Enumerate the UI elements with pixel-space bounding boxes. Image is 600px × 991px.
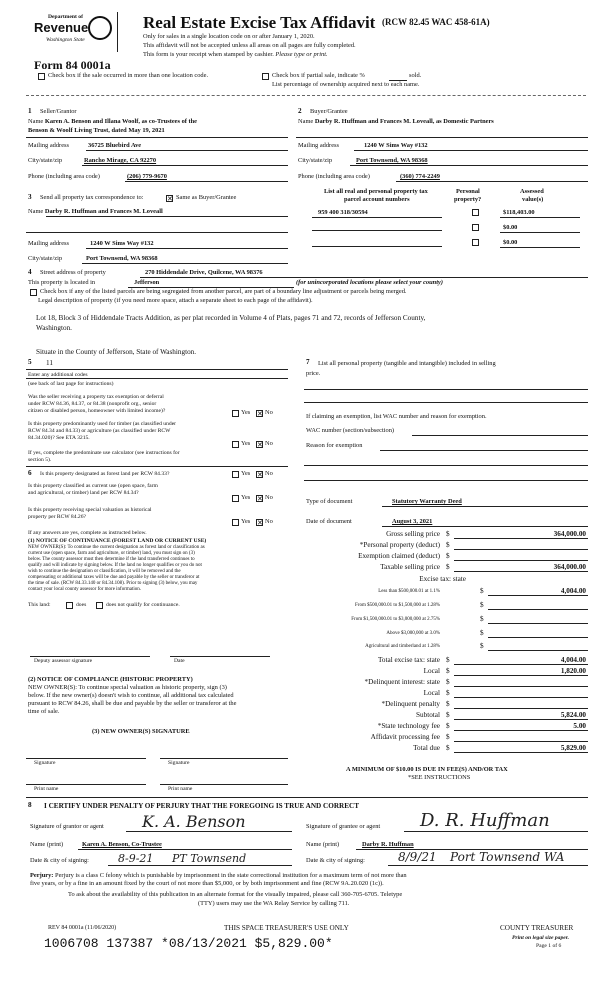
perjury-text: five years, or by a fine in an amount fixed by the court of not more than $5,000, or by both imprisonment and fine (RCW 9A.20.020 (1c)). [30,880,384,887]
yes-checkbox[interactable] [232,519,239,526]
no-label: No [265,409,273,416]
notice-text: contact your local county assessor for more information. [28,587,142,592]
field-label: Signature [34,760,56,766]
field-label: Date & city of signing: [306,857,365,864]
tier-label: From $500,000.01 to $1,500,000 at 1.28% [355,603,440,608]
no-label: No [265,518,273,525]
calc-label: Total due [413,744,440,752]
header-note: Please type or print. [275,51,328,58]
field-label: Phone (including area code) [298,173,370,180]
field-label: Signature of grantor or agent [30,823,104,830]
instruction-text: (for unincorporated locations please select your county) [296,279,443,286]
calc-dollar: $ [446,667,450,675]
county-treasurer-label: COUNTY TREASURER [500,924,574,932]
tier-label: Agricultural and timberland at 1.28% [365,644,440,649]
form-revision: REV 84 0001a (11/06/2020) [48,925,117,931]
calc-dollar: $ [480,601,484,609]
logo-revenue: Revenue [34,20,89,35]
notice-text: pursuant to RCW 84.26, shall be due and payable by the seller or transferor at the [28,700,237,707]
buyer-phone[interactable]: (360) 774-2249 [400,173,440,180]
logo-mark-icon [88,16,112,40]
section-number: 7 [306,358,310,366]
checkbox-label: Check box if any of the listed parcels are being segregated from another parcel, are part of a boundary line adjustment or parcels being merged. [40,288,407,295]
field-label: This property is located in [28,279,96,286]
correspondence-address[interactable]: 1240 W Sims Way #132 [90,240,154,247]
minimum-notice: A MINIMUM OF $10.00 IS DUE IN FEE(S) AND/OR TAX [346,766,508,773]
calc-value[interactable]: 364,000.00 [553,530,586,538]
field-label: Mailing address [28,240,69,247]
instruction-text: (see back of last page for instructions) [28,381,114,387]
question-text: and agricultural, or timber) land per RCW 84.34? [28,490,139,496]
seller-name[interactable]: Karen A. Benson and Illana Woolf, as co-Trustees of the [44,118,198,125]
field-label: Print name [34,786,59,792]
legal-description[interactable]: Washington. [36,324,72,332]
notice-text: wish to continue the designation or classification, it will be removed and the [28,569,181,574]
checkbox-label: Check box if the sale occurred in more than one location code. [48,72,209,79]
grantor-sign-date[interactable]: 8-9-21 [118,852,154,865]
yes-label: Yes [241,494,251,501]
seller-name[interactable]: Benson & Woolf Living Trust, dated May 19, 2021 [28,127,165,134]
certify-statement: I CERTIFY UNDER PENALTY OF PERJURY THAT THE FOREGOING IS TRUE AND CORRECT [44,802,359,810]
question-text: Is this property receiving special valuation as historical [28,507,152,513]
calc-label: Exemption claimed (deduct) [358,552,440,560]
personal-property-checkbox[interactable] [472,224,479,231]
question-text: property per RCW 84.26? [28,514,86,520]
correspondence-city[interactable]: Port Townsend, WA 98368 [86,255,158,262]
calc-label: *State technology fee [377,722,440,730]
treasurer-use-label: THIS SPACE TREASURER'S USE ONLY [224,924,349,932]
legal-description[interactable]: Situate in the County of Jefferson, State of Washington. [36,348,197,356]
calc-value[interactable]: 4,004.00 [560,587,586,595]
yes-label: Yes [241,440,251,447]
instruction-text: List all personal property (tangible and intangible) included in selling [318,360,496,367]
field-label: Name [28,118,44,125]
calc-value[interactable]: 364,000.00 [553,563,586,571]
property-county[interactable]: Jefferson [134,279,160,286]
yes-checkbox[interactable] [232,441,239,448]
notice-heading: (3) NEW OWNER(S) SIGNATURE [92,728,190,735]
property-street[interactable]: 270 Hiddendale Drive, Quilcene, WA 98376 [145,269,263,276]
calc-label: Local [423,667,440,675]
section-number: 6 [28,469,32,477]
calc-dollar: $ [446,552,450,560]
section-number: 4 [28,268,32,276]
calc-label: Taxable selling price [380,563,440,571]
checkbox-label: Same as Buyer/Grantee [176,194,237,201]
instruction-text: Send all property tax correspondence to: [40,194,144,201]
calc-value[interactable]: 5,829.00 [560,744,586,752]
question-text: Is this property predominantly used for timber (as classified under [28,421,177,427]
calc-value[interactable]: 4,004.00 [560,656,586,664]
legal-description[interactable]: Lot 18, Block 3 of Hiddendale Tracts Addition, as per plat recorded in Volume 4 of Plats, pages 71 and 72, records of Jefferson County, [36,314,426,322]
field-label: City/state/zip [28,255,63,262]
logo-state: Washington State [46,37,85,43]
buyer-city[interactable]: Port Townsend, WA 98368 [356,157,428,164]
seller-phone[interactable]: (206) 779-9670 [127,173,167,180]
notice-text: current use (open space, farm and agriculture, or timber) land, you must sign on (3) [28,551,195,556]
calc-value[interactable]: 1,820.00 [560,667,586,675]
instruction-text: List percentage of ownership acquired next to each name. [272,81,420,88]
tier-label: Less than $500,000.01 at 1.1% [378,589,440,594]
buyer-address[interactable]: 1240 W Sims Way #132 [364,142,428,149]
parcel-header: Personal [456,188,480,195]
question-text: citizen or disabled person, homeowner with limited income)? [28,408,166,414]
notice-text: below. If the new owner(s) doesn't wish to continue, all additional tax calculated [28,692,234,699]
segregation-checkbox[interactable] [30,289,37,296]
parcel-header: property? [454,196,482,203]
field-label: City/state/zip [28,157,63,164]
seller-address[interactable]: 36725 Bluebird Ave [88,142,142,149]
grantee-signature[interactable]: D. R. Huffman [420,810,550,831]
question-text: Is this property classified as current use (open space, farm [28,483,158,489]
calc-dollar: $ [446,541,450,549]
grantor-signature[interactable]: K. A. Benson [142,812,246,831]
parcel-header: value(s) [522,196,544,203]
yes-checkbox[interactable] [232,495,239,502]
question-text: section 5). [28,457,52,463]
no-checkbox-checked[interactable]: ✕ [257,471,263,479]
calc-label: Local [423,689,440,697]
grantee-sign-city[interactable]: Port Townsend WA [450,850,565,864]
no-label: No [265,470,273,477]
yes-label: Yes [241,409,251,416]
calc-dollar: $ [446,689,450,697]
no-label: No [265,440,273,447]
no-checkbox-checked[interactable]: ✕ [257,441,263,449]
form-number: Form 84 0001a [34,58,111,72]
does-not-qualify-checkbox[interactable] [96,602,103,609]
question-text: Was the seller receiving a property tax exemption or deferral [28,394,164,400]
does-qualify-checkbox[interactable] [66,602,73,609]
grantor-sign-city[interactable]: PT Townsend [172,852,247,865]
question-text: If yes, complete the predominate use calculator (see instructions for [28,450,180,456]
accessibility-text: To ask about the availability of this publication in an alternate format for the visually impaired, please call 360-705-6705. Teletype [68,891,403,898]
field-label: WAC number (section/subsection) [306,427,395,434]
notice-text: below. The county assessor must then determine if the land transferred continues to [28,557,195,562]
buyer-name[interactable]: Darby R. Huffman and Frances M. Loveall, as Domestic Partners [314,118,494,125]
print-note: Print on legal size paper. [512,935,570,941]
page-title: Real Estate Excise Tax Affidavit [143,13,376,32]
assessed-value[interactable]: $118,403.00 [503,209,535,216]
notice-text: time of sale. [28,708,60,715]
field-label: Street address of property [40,269,106,276]
calc-dollar: $ [446,700,450,708]
field-label: Name [28,208,44,215]
field-label: Date [174,658,185,664]
grantee-sign-date[interactable]: 8/9/21 [398,850,437,864]
section-number: 5 [28,358,32,366]
field-label: Reason for exemption [306,442,363,449]
section-number: 3 [28,193,32,201]
question-text: Is this property designated as forest land per RCW 84.33? [40,471,170,477]
tier-label: Above $3,000,000 at 3.0% [386,631,440,636]
yes-checkbox[interactable] [232,410,239,417]
no-checkbox-checked[interactable]: ✕ [257,519,263,527]
calc-dollar: $ [446,530,450,538]
perjury-label: Perjury: [30,872,54,879]
calc-dollar: $ [480,615,484,623]
parcel-header: List all real and personal property tax [324,188,428,195]
calc-value[interactable]: 5.00 [573,722,586,730]
field-label: Date & city of signing: [30,857,89,864]
calc-dollar: $ [446,733,450,741]
calc-dollar: $ [480,587,484,595]
accessibility-text: (TTY) users may use the WA Relay Service by calling 711. [198,900,350,907]
calc-label: *Personal property (deduct) [359,541,440,549]
no-checkbox-checked[interactable]: ✕ [257,495,263,503]
header-note: Only for sales in a single location code on or after January 1, 2020. [143,33,315,40]
notice-heading: (2) NOTICE OF COMPLIANCE (HISTORIC PROPERTY) [28,676,193,683]
field-label: Signature of grantee or agent [306,823,381,830]
section-number: 8 [28,801,32,809]
checkbox-label: does [76,602,87,608]
document-type[interactable]: Statutory Warranty Deed [392,498,462,505]
calc-label: Gross selling price [386,530,440,538]
calc-label: Total excise tax: state [378,656,440,664]
grantor-print-name[interactable]: Karen A. Benson, Co-Trustee [82,841,162,848]
field-label: This land: [28,602,51,608]
field-label: Date of document [306,518,352,525]
section-heading: Buyer/Grantee [310,108,348,115]
page-number: Page 1 of 6 [536,943,562,949]
notice-text: the time of sale. (RCW 84.33.140 or 84.34.108). Prior to signing (3) below, you may [28,581,198,586]
notice-text: NEW OWNER(S): To continue the current designation as forest land or classification as [28,545,205,550]
calc-dollar: $ [446,563,450,571]
field-label: Name [298,118,314,125]
instruction-text: If any answers are yes, complete as instructed below. [28,530,147,536]
checkbox-label: Check box if partial sale, indicate % [272,72,365,79]
field-label: Phone (including area code) [28,173,100,180]
minimum-notice: *SEE INSTRUCTIONS [408,774,471,781]
calc-label: Excise tax: state [419,575,466,583]
assessed-value[interactable]: $0.00 [503,224,518,231]
calc-dollar: $ [480,642,484,650]
document-date[interactable]: August 3, 2021 [392,518,433,525]
calc-dollar: $ [446,722,450,730]
field-label: Mailing address [298,142,339,149]
no-label: No [265,494,273,501]
seller-city[interactable]: Rancho Mirage, CA 92270 [84,157,157,164]
yes-label: Yes [241,470,251,477]
no-checkbox-checked[interactable]: ✕ [257,410,263,418]
same-as-buyer-checkbox[interactable]: ✕ [167,195,173,203]
calc-label: *Delinquent penalty [381,700,440,708]
field-label: Name (print) [30,841,64,848]
notice-text: qualify and will indicate by signing below. If the land no longer qualifies or you do not [28,563,202,568]
calc-label: Affidavit processing fee [370,733,440,741]
title-citation: (RCW 82.45 WAC 458-61A) [382,17,490,27]
header-note: This form is your receipt when stamped by cashier. [143,51,274,58]
field-label: Print name [168,786,193,792]
parcel-number[interactable]: 959 400 318/30594 [318,209,368,216]
field-label: Enter any additional codes [28,372,88,378]
notice-heading: (1) NOTICE OF CONTINUANCE (FOREST LAND OR CURRENT USE) [28,538,207,544]
field-label: Mailing address [28,142,69,149]
yes-label: Yes [241,518,251,525]
partial-sale-checkbox[interactable] [262,73,269,80]
field-label: Signature [168,760,190,766]
header-note: This affidavit will not be accepted unless all areas on all pages are fully completed. [143,42,356,49]
notice-text: NEW OWNER(S): To continue special valuation as historic property, sign (3) [28,684,227,691]
tier-label: From $1,500,000.01 to $3,000,000 at 2.75% [351,617,440,622]
cashier-stamp: 1006708 137387 *08/13/2021 $5,829.00* [44,936,333,951]
location-code[interactable]: 11 [46,359,53,367]
logo-dept: Department of [48,14,83,20]
calc-value[interactable]: 5,824.00 [560,711,586,719]
calc-dollar: $ [480,629,484,637]
instruction-text: price. [306,370,321,377]
field-label: Deputy assessor signature [34,658,93,664]
parcel-header: Assessed [520,188,544,195]
question-text: under RCW 84.36, 84.37, or 84.38 (nonprofit org., senior [28,401,157,407]
question-text: 84.34.020)? See ETA 3215. [28,435,90,441]
calc-dollar: $ [446,744,450,752]
calc-label: *Delinquent interest: state [364,678,440,686]
personal-property-checkbox[interactable] [472,239,479,246]
field-label: Type of document [306,498,353,505]
notice-text: compensating or additional taxes will be due and payable by the seller or transferor at [28,575,200,580]
field-label: Name (print) [306,841,340,848]
perjury-text: Perjury is a class C felony which is punishable by imprisonment in the state correctional institution for a maximum term of not more than [55,872,407,879]
yes-checkbox[interactable] [232,471,239,478]
section-heading: Seller/Grantor [40,108,77,115]
correspondence-name[interactable]: Darby R. Huffman and Frances M. Loveall [44,208,163,215]
calc-dollar: $ [446,711,450,719]
question-text: RCW 84.34 and 84.33) or agriculture (as classified under RCW [28,428,171,434]
personal-property-checkbox[interactable] [472,209,479,216]
calc-dollar: $ [446,678,450,686]
multi-location-checkbox[interactable] [38,73,45,80]
section-number: 1 [28,107,32,115]
calc-label: Subtotal [416,711,440,719]
section-number: 2 [298,107,302,115]
instruction-text: If claiming an exemption, list WAC number and reason for exemption. [306,413,487,420]
field-label: City/state/zip [298,157,333,164]
checkbox-label: sold. [409,72,422,79]
calc-dollar: $ [446,656,450,664]
assessed-value[interactable]: $0.00 [503,239,518,246]
parcel-header: parcel account numbers [344,196,410,203]
grantee-print-name[interactable]: Darby R. Huffman [362,841,414,848]
field-label: Legal description of property (if you need more space, attach a separate sheet to each page of the affidavit). [38,297,313,304]
checkbox-label: does not qualify for continuance. [106,602,180,608]
